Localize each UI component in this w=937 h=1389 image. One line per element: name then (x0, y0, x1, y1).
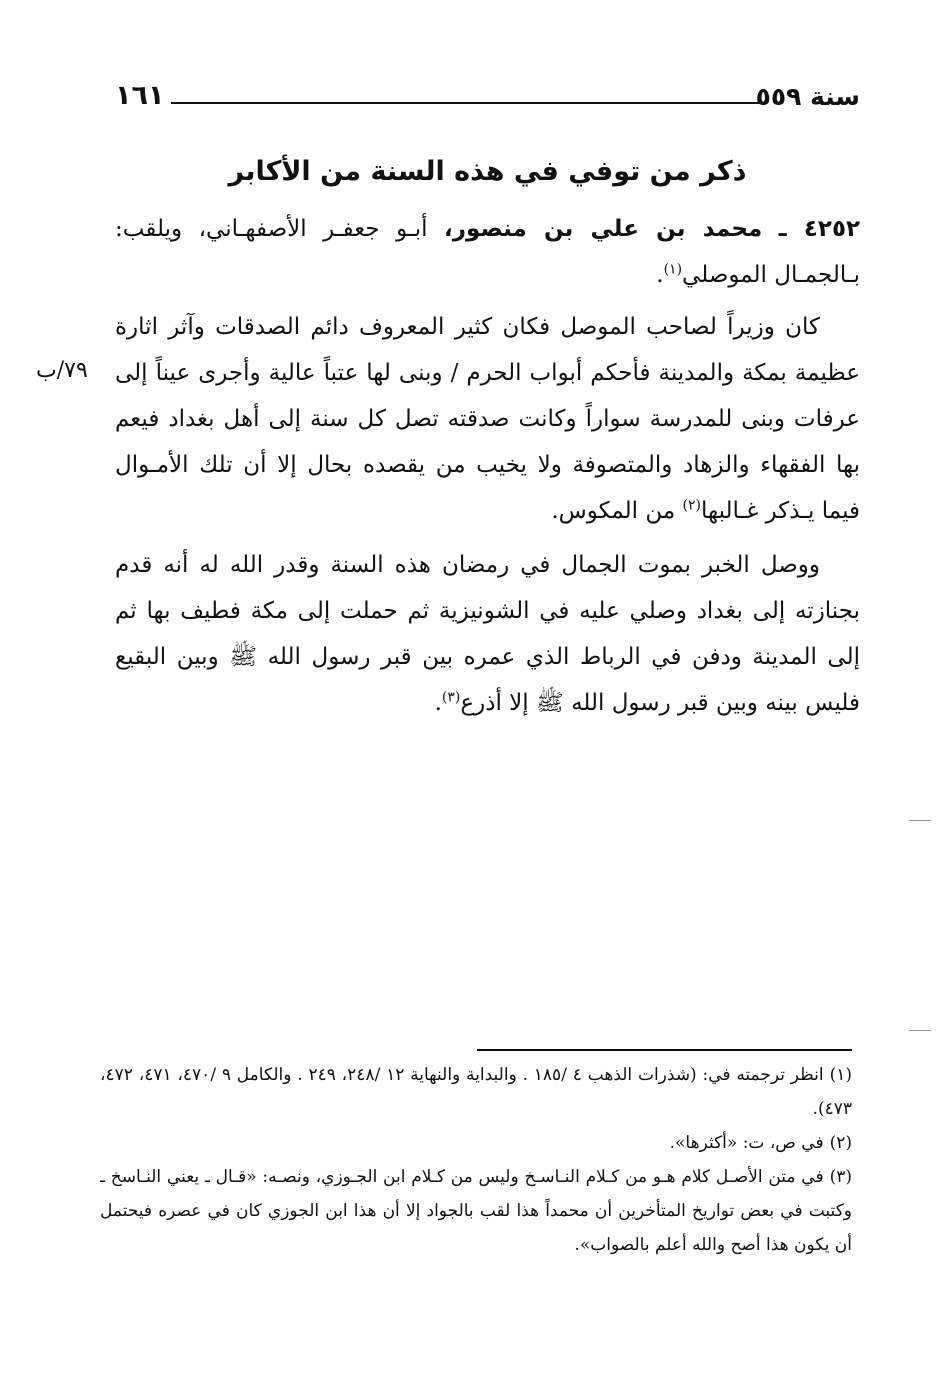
running-header (115, 78, 860, 122)
footnote-ref-1: (١) (663, 261, 683, 278)
footnote-mark: (٣) (829, 1167, 852, 1187)
section-heading: ذكر من توفي في هذه السنة من الأكابر (228, 156, 747, 187)
footnote-separator (477, 1049, 852, 1051)
footnote-text: في متن الأصـل كلام هـو من كـلام النـاسـخ وليس من كـلام ابن الجـوزي، ونصـه: «قـال ـ يعني النـاسخ ـ وكتبت في بعض تواريخ المتأخرين أن محمداً هذا لقب بالجواد إلا أن هذا ابن الجوزي كان في عصره فيحتمل أن يكون هذا أصح والله أعلم بالصواب». (100, 1167, 852, 1255)
entry-heading (115, 206, 860, 298)
footnote-mark: (١) (829, 1065, 853, 1085)
paragraph-1-text-end: من المكوس. (551, 498, 683, 524)
entry-name: محمد بن علي بن منصور، (444, 216, 763, 242)
footnote-mark: (٢) (829, 1133, 852, 1153)
entry-rest: أبـو جعفـر الأصفهـاني، ويلقب: بـالجمـال الموصلي (115, 216, 860, 288)
paragraph-2-text: ووصل الخبر بموت الجمال في رمضان هذه السنة وقدر الله له أنه قدم بجنازته إلى بغداد وصلي عليه في الشونيزية ثم حملت إلى مكة فطيف بها ثم إلى المدينة ودفن في الرباط الذي عمره بين قبر رسول الله ﷺ وبين البقيع فليس بينه وبين قبر رسول الله ﷺ إلا أذرع (115, 552, 860, 716)
scan-edge-mark (909, 1030, 931, 1031)
page-number: ١٦١ (115, 80, 165, 111)
entry-end: . (656, 262, 664, 288)
footnotes (100, 1058, 852, 1262)
footnote-ref-2: (٢) (682, 497, 701, 514)
footnote-3 (100, 1160, 852, 1262)
paragraph-2 (115, 542, 860, 726)
entry-number: ٤٢٥٢ ـ (778, 216, 861, 242)
header-rule (171, 102, 760, 104)
paragraph-2-end: . (434, 690, 442, 716)
paragraph-1-text: كان وزيراً لصاحب الموصل فكان كثير المعروف دائم الصدقات وآثر اثارة عظيمة بمكة والمدينة فأحكم أبواب الحرم / وبنى لها عتباً عالية وأجرى عيناً إلى عرفات وبنى للمدرسة سواراً وكانت صدقته تصل كل سنة إلى أهل بغداد فيعم بها الفقهاء والزهاد والمتصوفة ولا يخيب من يقصده بحال إلا أن تلك الأمـوال فيما يـذكر غـالبها (115, 314, 860, 524)
footnote-text: في ص، ت: «أكثرها». (669, 1133, 824, 1153)
folio-margin-note: ٧٩/ب (36, 358, 88, 383)
footnote-ref-3: (٣) (441, 689, 461, 706)
footnote-2 (100, 1126, 852, 1160)
footnote-1 (100, 1058, 852, 1126)
header-year: سنة ٥٥٩ (755, 82, 860, 111)
scan-edge-mark (909, 820, 931, 821)
paragraph-1 (115, 304, 860, 534)
footnote-text: انظر ترجمته في: (شذرات الذهب ٤ /١٨٥ . والبداية والنهاية ١٢ /٢٤٨، ٢٤٩ . والكامل ٩ /٤٧٠، ٤٧١، ٤٧٢، ٤٧٣). (100, 1065, 852, 1119)
